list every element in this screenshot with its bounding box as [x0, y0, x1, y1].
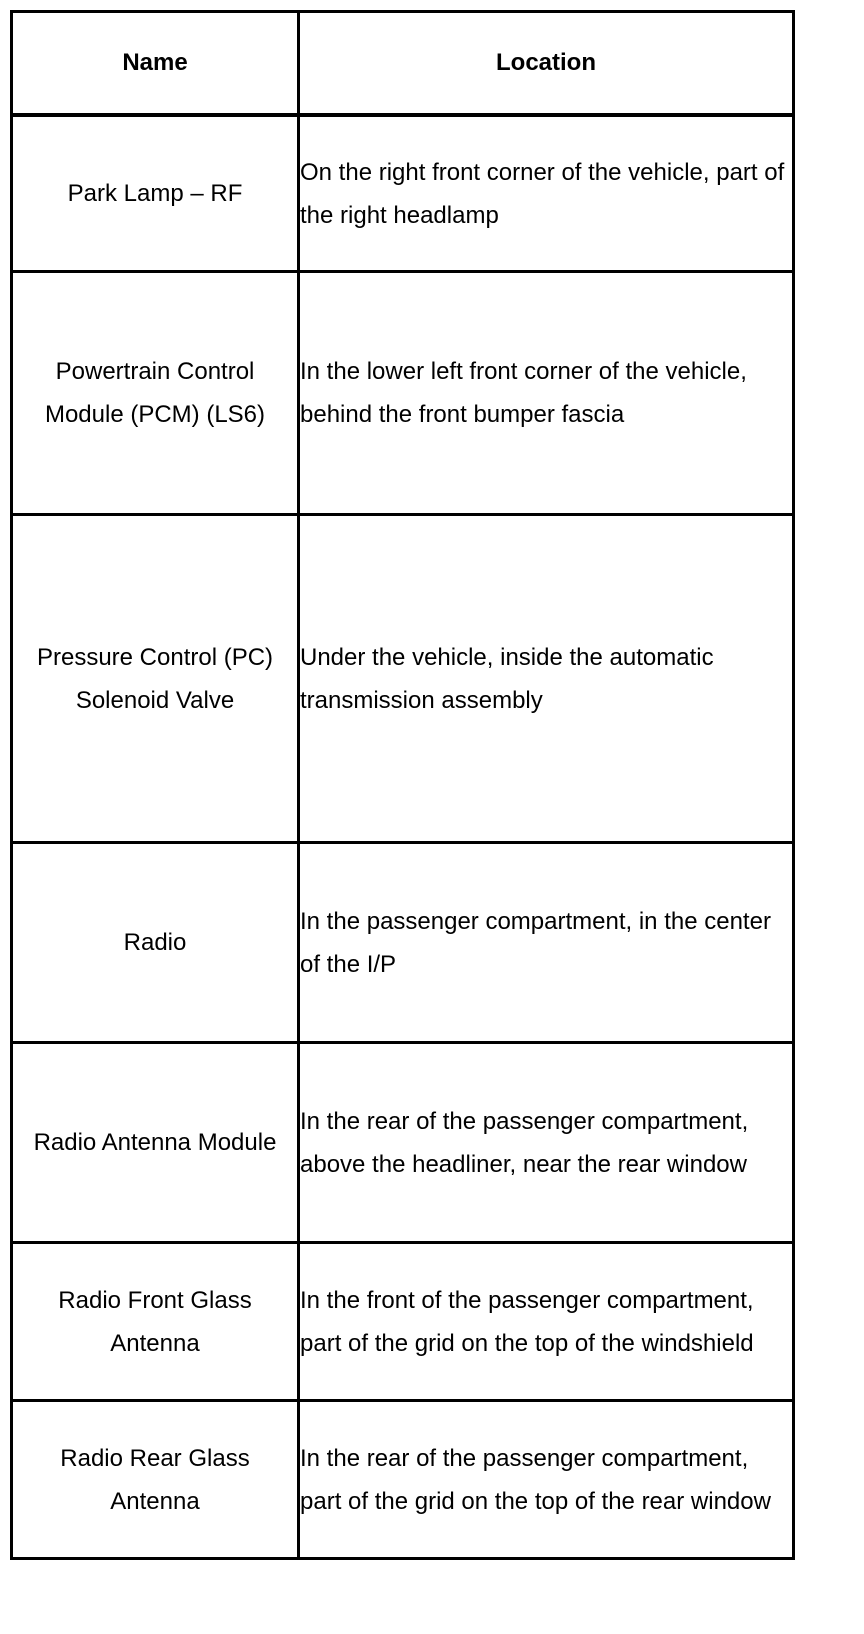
table-row [12, 1043, 794, 1243]
component-location: In the front of the passenger compartment, part of the grid on the top of the windshield [299, 1243, 794, 1401]
component-location: Under the vehicle, inside the automatic transmission assembly [299, 515, 794, 843]
component-name: Powertrain Control Module (PCM) (LS6) [12, 272, 299, 515]
table-row [12, 515, 794, 843]
column-header-name: Name [12, 12, 299, 116]
table-row [12, 115, 794, 272]
component-name: Park Lamp – RF [12, 115, 299, 272]
table-header-row [12, 12, 794, 116]
component-name: Radio Rear Glass Antenna [12, 1401, 299, 1559]
table-row [12, 843, 794, 1043]
component-location: In the lower left front corner of the vehicle, behind the front bumper fascia [299, 272, 794, 515]
component-name: Radio Front Glass Antenna [12, 1243, 299, 1401]
component-name: Radio [12, 843, 299, 1043]
table-row [12, 1401, 794, 1559]
component-name: Radio Antenna Module [12, 1043, 299, 1243]
component-location: In the rear of the passenger compartment, above the headliner, near the rear window [299, 1043, 794, 1243]
table-row [12, 1243, 794, 1401]
component-location-table [10, 10, 795, 1560]
component-location: In the passenger compartment, in the center of the I/P [299, 843, 794, 1043]
component-name: Pressure Control (PC) Solenoid Valve [12, 515, 299, 843]
table-row [12, 272, 794, 515]
component-location: In the rear of the passenger compartment, part of the grid on the top of the rear window [299, 1401, 794, 1559]
column-header-location: Location [299, 12, 794, 116]
component-location: On the right front corner of the vehicle, part of the right headlamp [299, 115, 794, 272]
